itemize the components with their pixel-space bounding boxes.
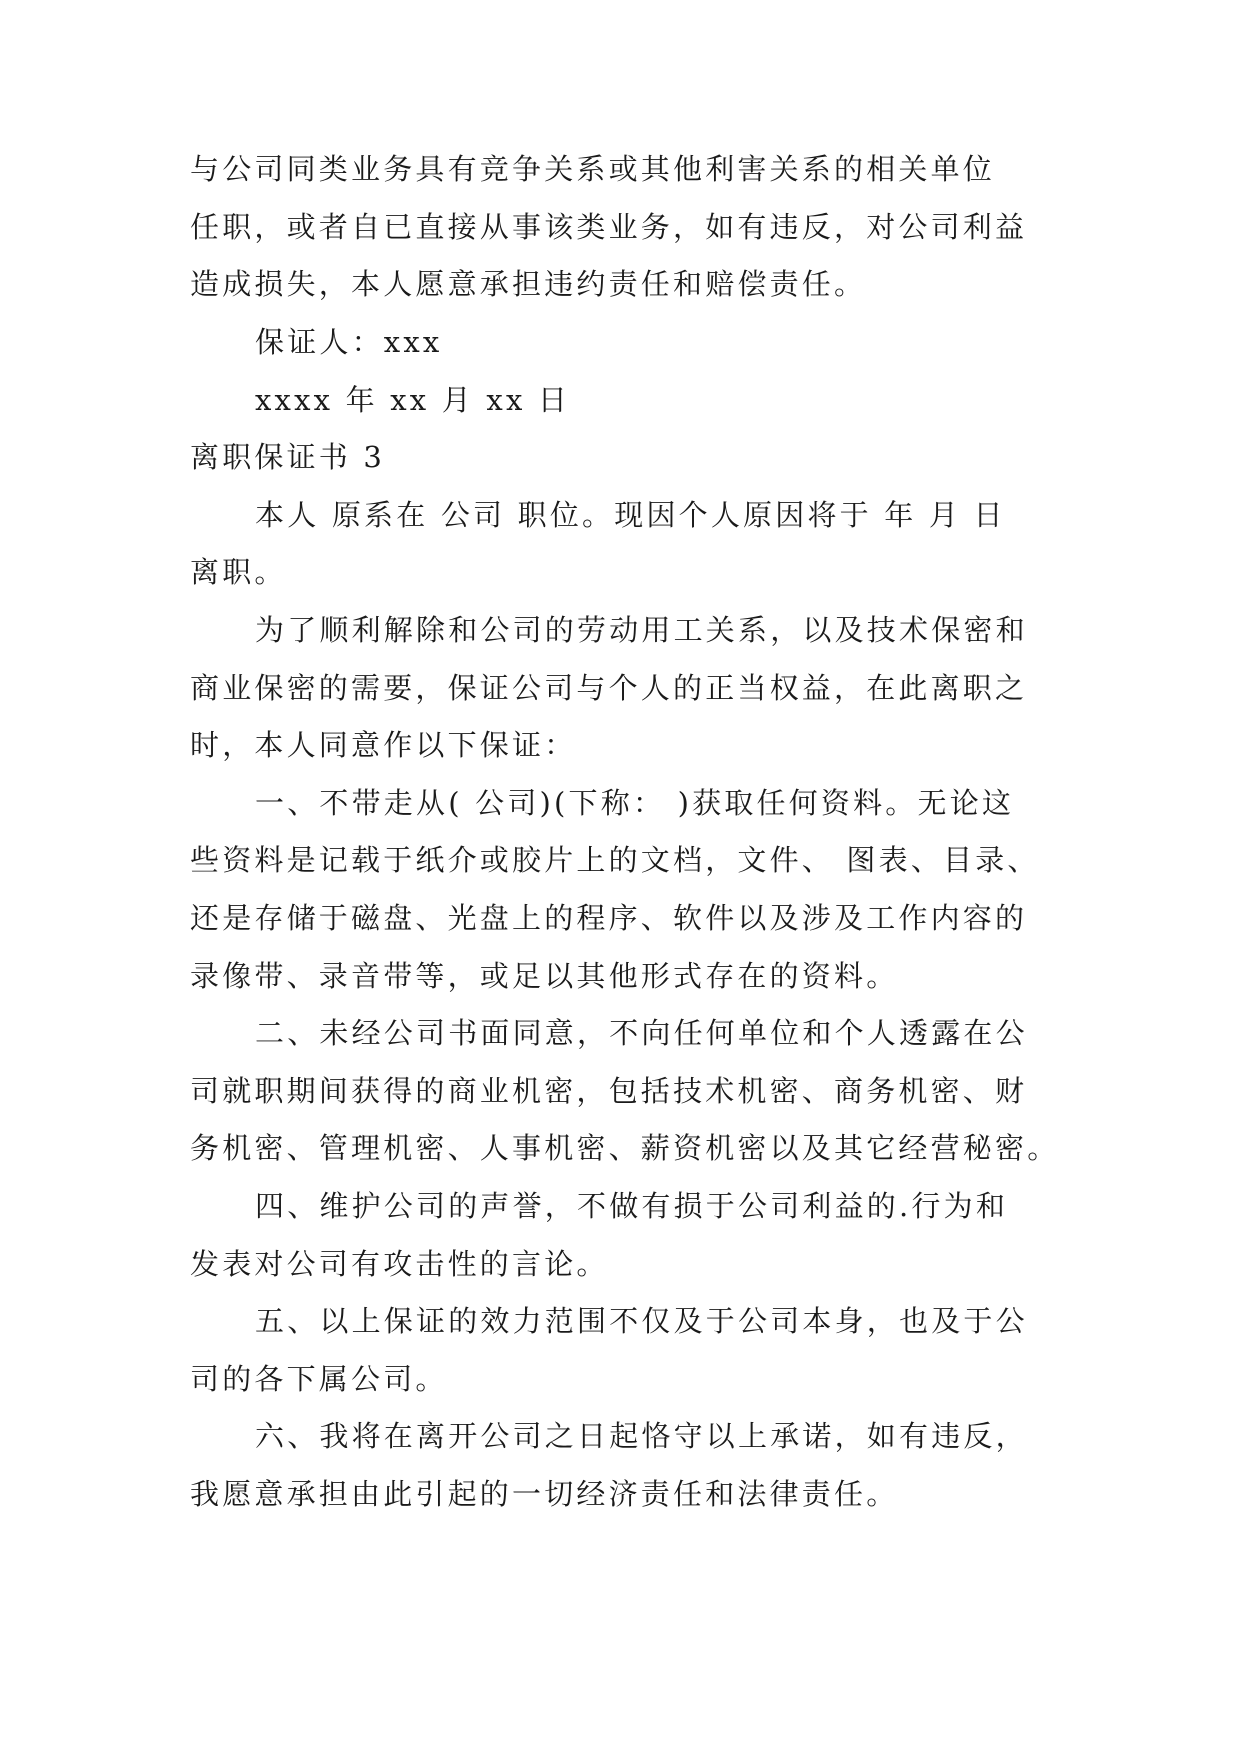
paragraph-line: 还是存储于磁盘、光盘上的程序、软件以及涉及工作内容的: [190, 901, 1028, 935]
paragraph-line: 五、以上保证的效力范围不仅及于公司本身，也及于公: [255, 1304, 1028, 1338]
paragraph-line: 商业保密的需要，保证公司与个人的正当权益，在此离职之: [190, 671, 1028, 705]
paragraph-line: 我愿意承担由此引起的一切经济责任和法律责任。: [190, 1477, 899, 1511]
guarantor-signature: 保证人：xxx: [255, 325, 443, 359]
paragraph-line: 录像带、录音带等，或足以其他形式存在的资料。: [190, 959, 899, 993]
paragraph-line: 六、我将在离开公司之日起恪守以上承诺，如有违反，: [255, 1419, 1028, 1453]
paragraph-line: 四、维护公司的声誉，不做有损于公司利益的.行为和: [255, 1189, 1009, 1223]
paragraph-line: 本人 原系在 公司 职位。现因个人原因将于 年 月 日: [255, 498, 1006, 532]
section-title: 离职保证书 3: [190, 440, 386, 474]
paragraph-line: 司就职期间获得的商业机密，包括技术机密、商务机密、财: [190, 1074, 1028, 1108]
paragraph-line: 务机密、管理机密、人事机密、薪资机密以及其它经营秘密。: [190, 1131, 1060, 1165]
signature-date: xxxx 年 xx 月 xx 日: [255, 383, 571, 417]
paragraph-line: 造成损失，本人愿意承担违约责任和赔偿责任。: [190, 267, 867, 301]
paragraph-line: 时，本人同意作以下保证：: [190, 728, 577, 762]
paragraph-line: 司的各下属公司。: [190, 1362, 448, 1396]
paragraph-line: 发表对公司有攻击性的言论。: [190, 1247, 609, 1281]
paragraph-line: 一、不带走从( 公司)(下称： )获取任何资料。无论这: [255, 786, 1015, 820]
paragraph-line: 二、未经公司书面同意，不向任何单位和个人透露在公: [255, 1016, 1028, 1050]
paragraph-line: 为了顺利解除和公司的劳动用工关系，以及技术保密和: [255, 613, 1028, 647]
paragraph-line: 离职。: [190, 555, 287, 589]
paragraph-line: 任职，或者自已直接从事该类业务，如有违反，对公司利益: [190, 210, 1028, 244]
paragraph-line: 与公司同类业务具有竞争关系或其他利害关系的相关单位: [190, 152, 996, 186]
paragraph-line: 些资料是记载于纸介或胶片上的文档，文件、 图表、目录、: [190, 843, 1040, 877]
